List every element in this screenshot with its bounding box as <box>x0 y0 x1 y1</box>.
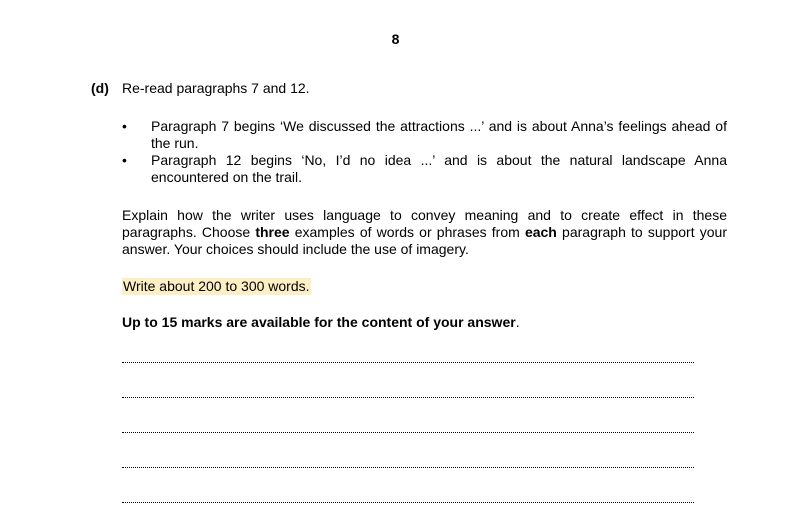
marks-statement <box>122 314 520 331</box>
question-label: (d) <box>91 80 109 96</box>
marks-statement-bold: Up to 15 marks are available for the content of your answer <box>122 314 516 330</box>
instruction-part: paragraph to support your answer. Your choices should include the use of imagery. <box>122 224 727 257</box>
instruction-part: Explain how the writer uses language to convey meaning and to create effect in these paragraphs. Choose <box>122 207 727 240</box>
bullet-item <box>122 152 727 186</box>
bullet-text: Paragraph 7 begins ‘We discussed the attractions ...’ and is about Anna’s feelings ahead of the run. <box>151 118 727 151</box>
marks-statement-end: . <box>515 314 520 330</box>
paragraph-bullet-list <box>122 118 727 186</box>
answer-line[interactable] <box>122 467 694 468</box>
answer-line[interactable] <box>122 432 694 433</box>
instruction-text <box>122 207 727 258</box>
bullet-text: Paragraph 12 begins ‘No, I’d no idea ...’ and is about the natural landscape Anna encountered on the trail. <box>151 152 727 185</box>
word-count-guidance: Write about 200 to 300 words. <box>123 278 310 294</box>
answer-line[interactable] <box>122 397 694 398</box>
instruction-bold-three: three <box>255 224 290 240</box>
answer-line[interactable] <box>122 362 694 363</box>
bullet-item <box>122 118 727 152</box>
instruction-bold-each: each <box>524 224 557 240</box>
page-number: 8 <box>391 31 400 47</box>
bullet-icon: • <box>122 118 127 134</box>
instruction-part: examples of words or phrases from <box>289 224 525 240</box>
answer-line[interactable] <box>122 502 694 503</box>
question-intro: Re-read paragraphs 7 and 12. <box>122 80 310 96</box>
bullet-icon: • <box>122 152 127 168</box>
